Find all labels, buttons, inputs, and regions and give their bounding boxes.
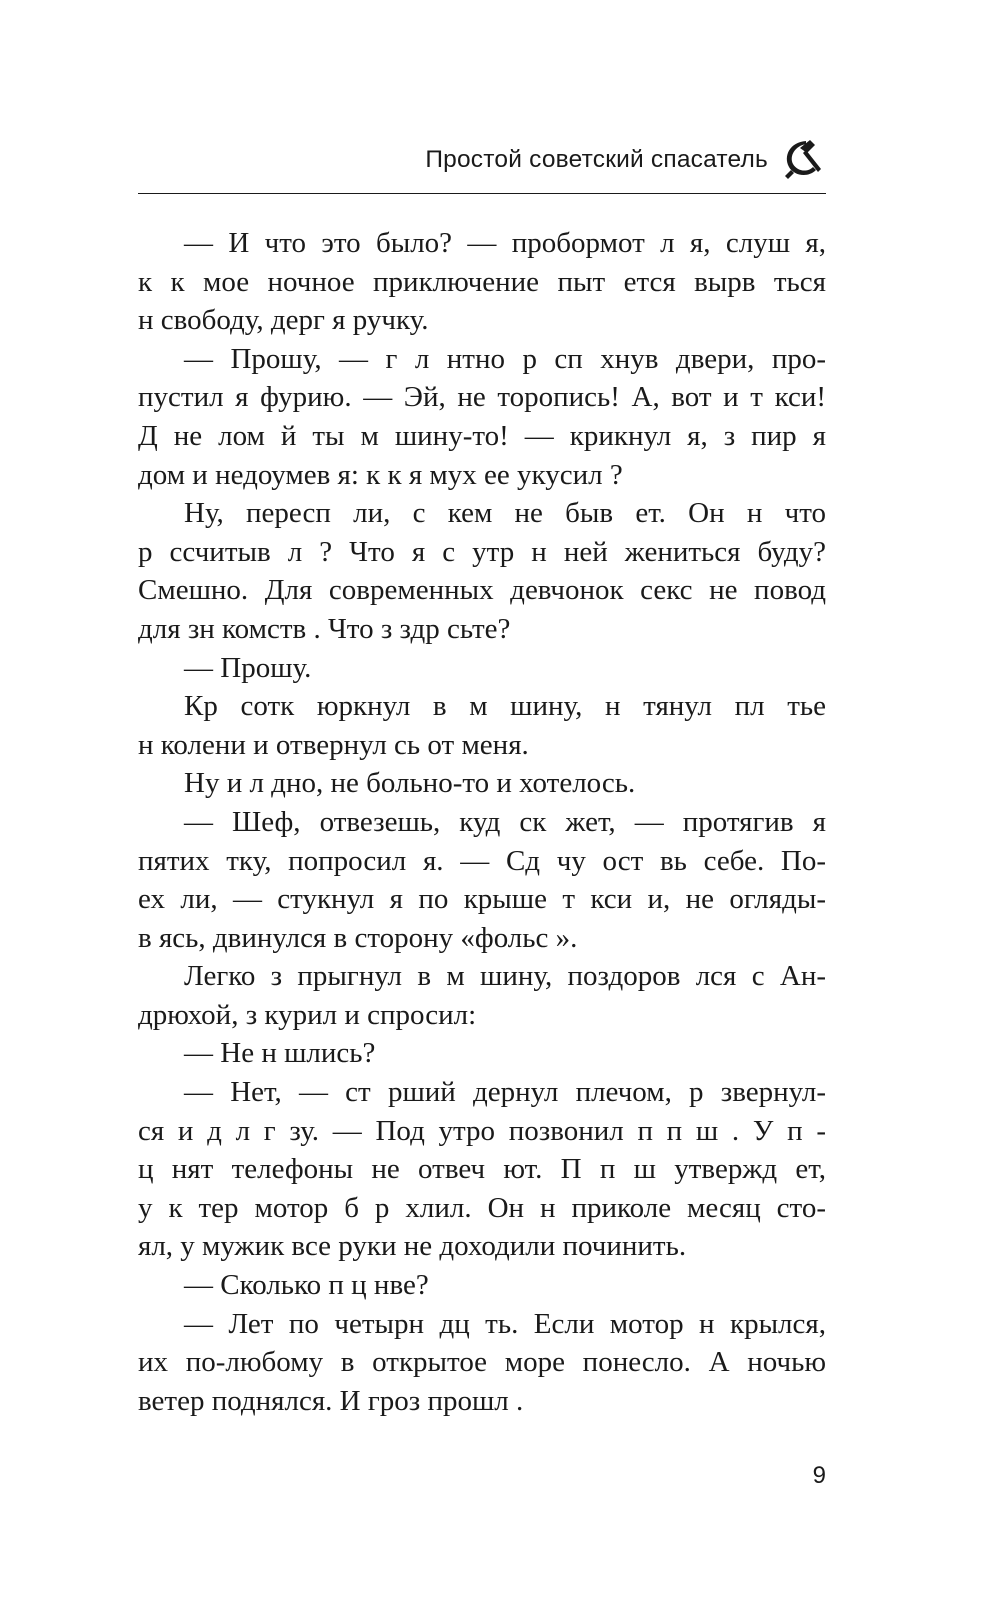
text-line: н свободу, дерг я ручку. <box>138 304 429 337</box>
text-line: — Не н шлись? <box>184 1037 376 1070</box>
text-line: ех ли, — стукнул я по крыше т кси и, не огляды- <box>138 883 826 916</box>
text-line: в ясь, двинулся в сторону «фольс ». <box>138 921 578 954</box>
book-title: Простой советский спасатель <box>425 146 768 173</box>
hammer-sickle-icon <box>780 136 826 182</box>
text-line: н колени и отвернул сь от меня. <box>138 728 529 761</box>
text-line: р ссчитыв л ? Что я с утр н ней жениться буду? <box>138 535 826 568</box>
text-line: ял, у мужик все руки не доходили починить. <box>138 1230 687 1263</box>
text-line: — Шеф, отвезешь, куд ск жет, — протягив я <box>184 805 826 838</box>
text-line: пустил я фурию. — Эй, не торопись! А, вот и т кси! <box>138 381 826 414</box>
text-line: их по-любому в открытое море понесло. А ночью <box>138 1346 826 1379</box>
text-line: к к мое ночное приключение пыт ется вырв ться <box>138 265 826 298</box>
text-line: — Сколько п ц нве? <box>184 1269 429 1302</box>
running-header <box>138 132 826 192</box>
page-number: 9 <box>812 1462 826 1489</box>
text-line: — Прошу, — г л нтно р сп хнув двери, про- <box>184 342 826 375</box>
body-text <box>138 224 826 1420</box>
text-line: Кр сотк юркнул в м шину, н тянул пл тье <box>184 690 826 723</box>
text-line: ветер поднялся. И гроз прошл . <box>138 1384 524 1417</box>
text-line: — Прошу. <box>184 651 312 684</box>
text-line: Д не лом й ты м шину-то! — крикнул я, з пир я <box>138 419 826 452</box>
text-line: Ну и л дно, не больно-то и хотелось. <box>184 767 636 800</box>
text-line: — Лет по четырн дц ть. Если мотор н крылся, <box>184 1307 826 1340</box>
text-line: Легко з прыгнул в м шину, поздоров лся с Ан- <box>184 960 826 993</box>
text-line: Ну, пересп ли, с кем не быв ет. Он н что <box>184 497 826 530</box>
text-line: у к тер мотор б р хлил. Он н приколе месяц сто- <box>138 1191 826 1224</box>
text-line: пятих тку, попросил я. — Сд чу ост вь себе. По- <box>138 844 826 877</box>
text-line: дом и недоумев я: к к я мух ее укусил ? <box>138 458 623 491</box>
text-line: дрюхой, з курил и спросил: <box>138 998 477 1031</box>
header-divider <box>138 193 826 194</box>
text-line: для зн комств . Что з здр сьте? <box>138 612 511 645</box>
text-line: ц нят телефоны не отвеч ют. П п ш утвержд ет, <box>138 1153 826 1186</box>
text-line: — И что это было? — пробормот л я, слуш я, <box>184 227 826 259</box>
text-line: — Нет, — ст рший дернул плечом, р звернул- <box>184 1076 826 1109</box>
text-line: ся и д л г зу. — Под утро позвонил п п ш . У п - <box>138 1114 826 1147</box>
text-line: Смешно. Для современных девчонок секс не повод <box>138 574 826 607</box>
